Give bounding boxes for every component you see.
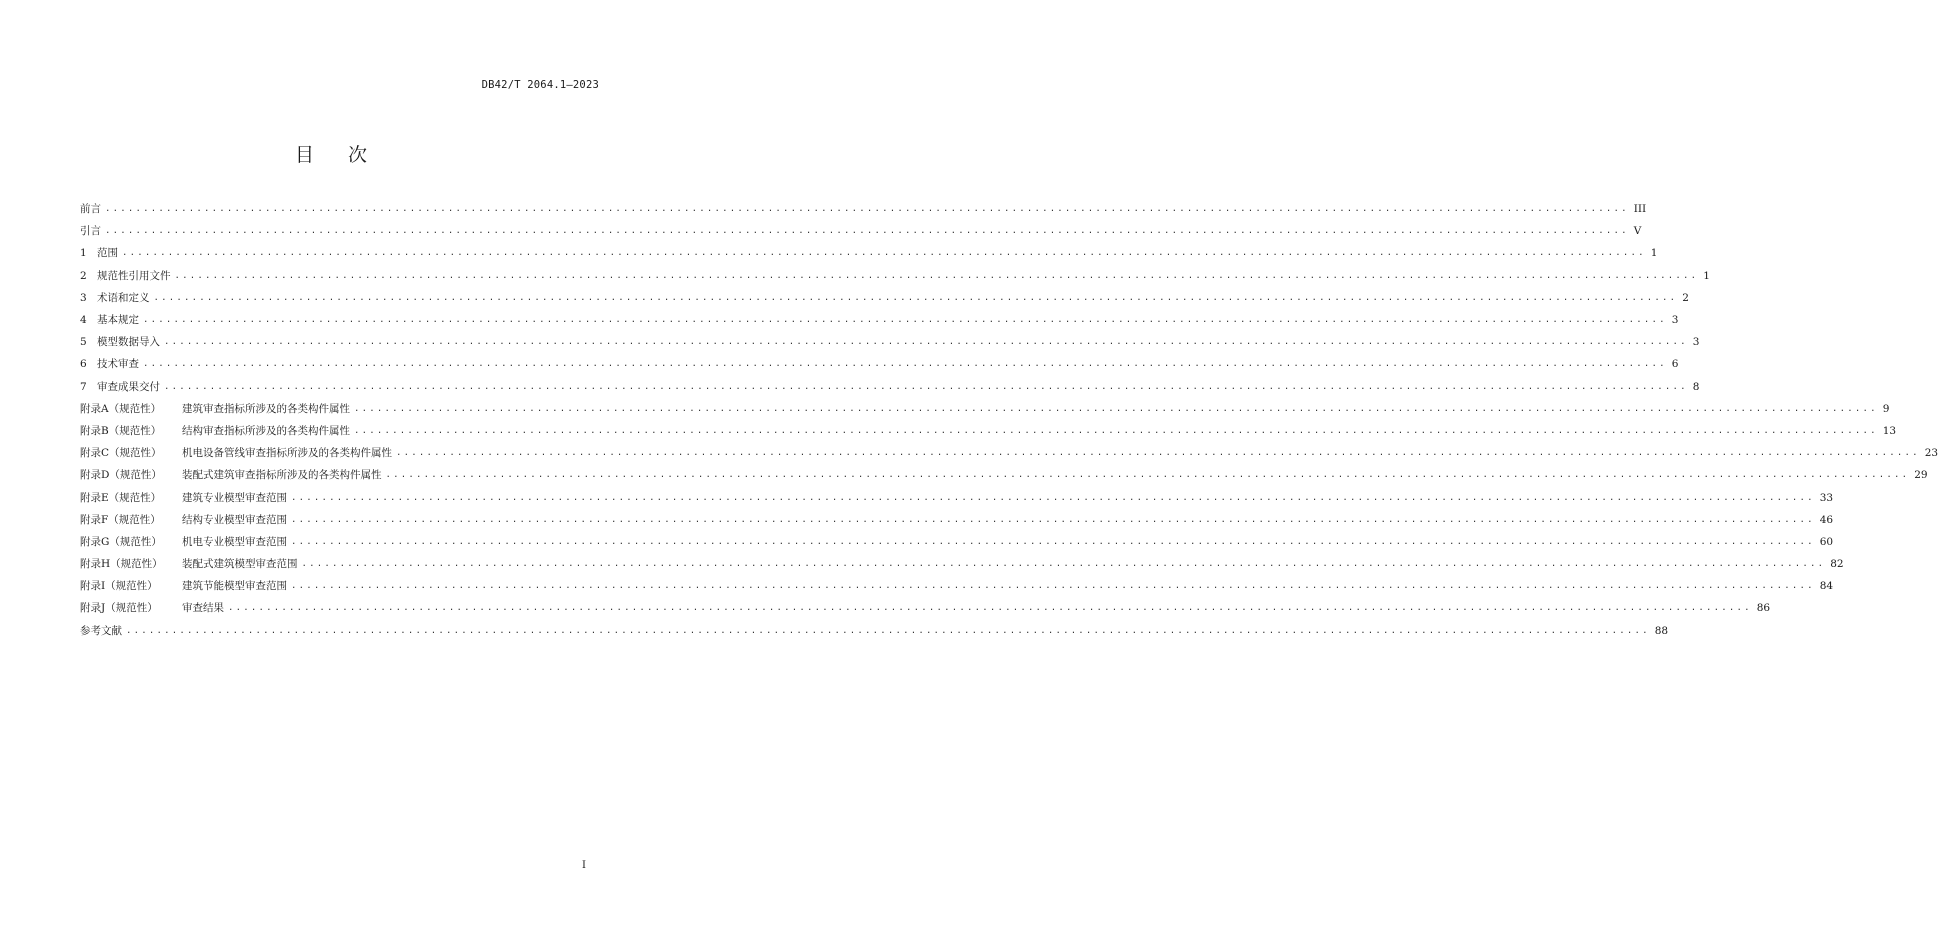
toc-entry[interactable]	[80, 265, 1710, 287]
toc-entry-label: 机电专业模型审查范围	[182, 535, 287, 548]
toc-entry-appendix-prefix: 附录G（规范性）	[80, 535, 162, 548]
toc-entry-page: 88	[1654, 624, 1669, 637]
toc-entry[interactable]	[80, 575, 1834, 597]
toc-entry-label: 建筑节能模型审查范围	[182, 580, 287, 593]
toc-entry-page: 86	[1756, 602, 1771, 615]
toc-entry-number: 6	[80, 358, 87, 371]
toc-entry-appendix-prefix: 附录H（规范性）	[80, 558, 163, 571]
toc-entry-page: 9	[1882, 402, 1890, 415]
toc-entry[interactable]	[80, 242, 1658, 264]
toc-entry[interactable]	[80, 309, 1679, 331]
toc-entry-number: 3	[80, 291, 87, 304]
toc-dot-leader: ........................................................................................................................................................................................................	[164, 381, 1688, 392]
toc-dot-leader: ........................................................................................................................................................................................................	[228, 603, 1752, 614]
toc-dot-leader: ........................................................................................................................................................................................................	[291, 492, 1815, 503]
toc-entry-page: 3	[1671, 314, 1679, 327]
toc-dot-leader: ........................................................................................................................................................................................................	[291, 581, 1815, 592]
toc-entry[interactable]	[80, 376, 1700, 398]
table-of-contents	[80, 198, 1938, 642]
toc-dot-leader: ........................................................................................................................................................................................................	[105, 226, 1629, 237]
toc-entry-label: 参考文献	[80, 624, 122, 637]
toc-entry-label: 结构专业模型审查范围	[182, 513, 287, 526]
toc-entry[interactable]	[80, 287, 1689, 309]
toc-entry-page: 2	[1682, 291, 1689, 304]
toc-entry-number: 4	[80, 314, 87, 327]
toc-entry[interactable]	[80, 442, 1938, 464]
toc-entry-appendix-prefix: 附录J（规范性）	[80, 602, 158, 615]
toc-entry[interactable]	[80, 620, 1669, 642]
toc-entry-appendix-prefix: 附录I（规范性）	[80, 580, 158, 593]
toc-entry-page: 13	[1882, 424, 1897, 437]
toc-entry-label: 范围	[97, 247, 118, 260]
toc-dot-leader: ........................................................................................................................................................................................................	[153, 292, 1678, 303]
toc-entry-label: 建筑审查指标所涉及的各类构件属性	[182, 402, 350, 415]
toc-entry[interactable]	[80, 486, 1834, 508]
toc-entry-appendix-prefix: 附录C（规范性）	[80, 447, 162, 460]
toc-dot-leader: ........................................................................................................................................................................................................	[143, 315, 1667, 326]
toc-entry-label: 引言	[80, 225, 101, 238]
toc-entry-page: 8	[1692, 380, 1700, 393]
standard-code: DB42/T 2064.1—2023	[481, 79, 599, 91]
toc-entry-appendix-prefix: 附录E（规范性）	[80, 491, 162, 504]
toc-entry-label: 规范性引用文件	[97, 269, 171, 282]
toc-entry-label: 审查成果交付	[97, 380, 160, 393]
toc-entry[interactable]	[80, 198, 1647, 220]
toc-entry[interactable]	[80, 398, 1890, 420]
page-number: I	[582, 860, 586, 871]
toc-dot-leader: ........................................................................................................................................................................................................	[385, 470, 1910, 481]
toc-entry[interactable]	[80, 509, 1834, 531]
toc-entry-page: 84	[1819, 580, 1834, 593]
toc-entry-number: 1	[80, 247, 87, 260]
toc-entry[interactable]	[80, 420, 1897, 442]
toc-entry-page: 1	[1650, 247, 1658, 260]
toc-entry-appendix-prefix: 附录D（规范性）	[80, 469, 162, 482]
toc-entry-label: 前言	[80, 203, 101, 216]
toc-dot-leader: ........................................................................................................................................................................................................	[126, 625, 1650, 636]
toc-entry-label: 装配式建筑模型审查范围	[182, 558, 298, 571]
toc-dot-leader: ........................................................................................................................................................................................................	[354, 425, 1878, 436]
toc-entry-label: 建筑专业模型审查范围	[182, 491, 287, 504]
toc-entry-label: 审查结果	[182, 602, 224, 615]
toc-dot-leader: ........................................................................................................................................................................................................	[291, 514, 1815, 525]
toc-entry-page: 23	[1924, 447, 1938, 460]
toc-entry-page: 60	[1819, 535, 1834, 548]
toc-entry-label: 术语和定义	[97, 291, 150, 304]
toc-entry-appendix-prefix: 附录F（规范性）	[80, 513, 161, 526]
toc-entry[interactable]	[80, 464, 1928, 486]
toc-entry-page: V	[1633, 225, 1642, 238]
toc-entry-number: 2	[80, 269, 87, 282]
toc-dot-leader: ........................................................................................................................................................................................................	[122, 248, 1646, 259]
toc-entry-page: 6	[1671, 358, 1679, 371]
toc-entry-label: 装配式建筑审查指标所涉及的各类构件属性	[182, 469, 382, 482]
toc-entry-label: 基本规定	[97, 314, 139, 327]
toc-dot-leader: ........................................................................................................................................................................................................	[354, 403, 1878, 414]
toc-dot-leader: ........................................................................................................................................................................................................	[143, 359, 1667, 370]
toc-entry[interactable]	[80, 553, 1844, 575]
page-title: 目 次	[294, 144, 382, 166]
toc-entry[interactable]	[80, 353, 1679, 375]
toc-entry-page: 33	[1819, 491, 1834, 504]
toc-entry-number: 5	[80, 336, 87, 349]
toc-entry-appendix-prefix: 附录B（规范性）	[80, 424, 162, 437]
toc-entry-label: 模型数据导入	[97, 336, 160, 349]
toc-dot-leader: ........................................................................................................................................................................................................	[301, 559, 1826, 570]
toc-entry-number: 7	[80, 380, 87, 393]
toc-entry-page: 82	[1830, 558, 1844, 571]
toc-entry[interactable]	[80, 220, 1642, 242]
toc-dot-leader: ........................................................................................................................................................................................................	[164, 337, 1688, 348]
toc-entry-page: 29	[1914, 469, 1928, 482]
toc-entry-page: III	[1633, 203, 1647, 216]
toc-dot-leader: ........................................................................................................................................................................................................	[174, 270, 1699, 281]
toc-dot-leader: ........................................................................................................................................................................................................	[105, 204, 1629, 215]
toc-entry[interactable]	[80, 597, 1771, 619]
toc-entry-page: 1	[1703, 269, 1710, 282]
toc-entry-label: 机电设备管线审查指标所涉及的各类构件属性	[182, 447, 392, 460]
toc-dot-leader: ........................................................................................................................................................................................................	[396, 448, 1920, 459]
toc-entry[interactable]	[80, 531, 1834, 553]
toc-entry-page: 3	[1692, 336, 1700, 349]
toc-entry[interactable]	[80, 331, 1700, 353]
toc-entry-label: 结构审查指标所涉及的各类构件属性	[182, 424, 350, 437]
toc-entry-appendix-prefix: 附录A（规范性）	[80, 402, 162, 415]
toc-dot-leader: ........................................................................................................................................................................................................	[291, 536, 1815, 547]
toc-entry-page: 46	[1819, 513, 1834, 526]
toc-entry-label: 技术审查	[97, 358, 139, 371]
